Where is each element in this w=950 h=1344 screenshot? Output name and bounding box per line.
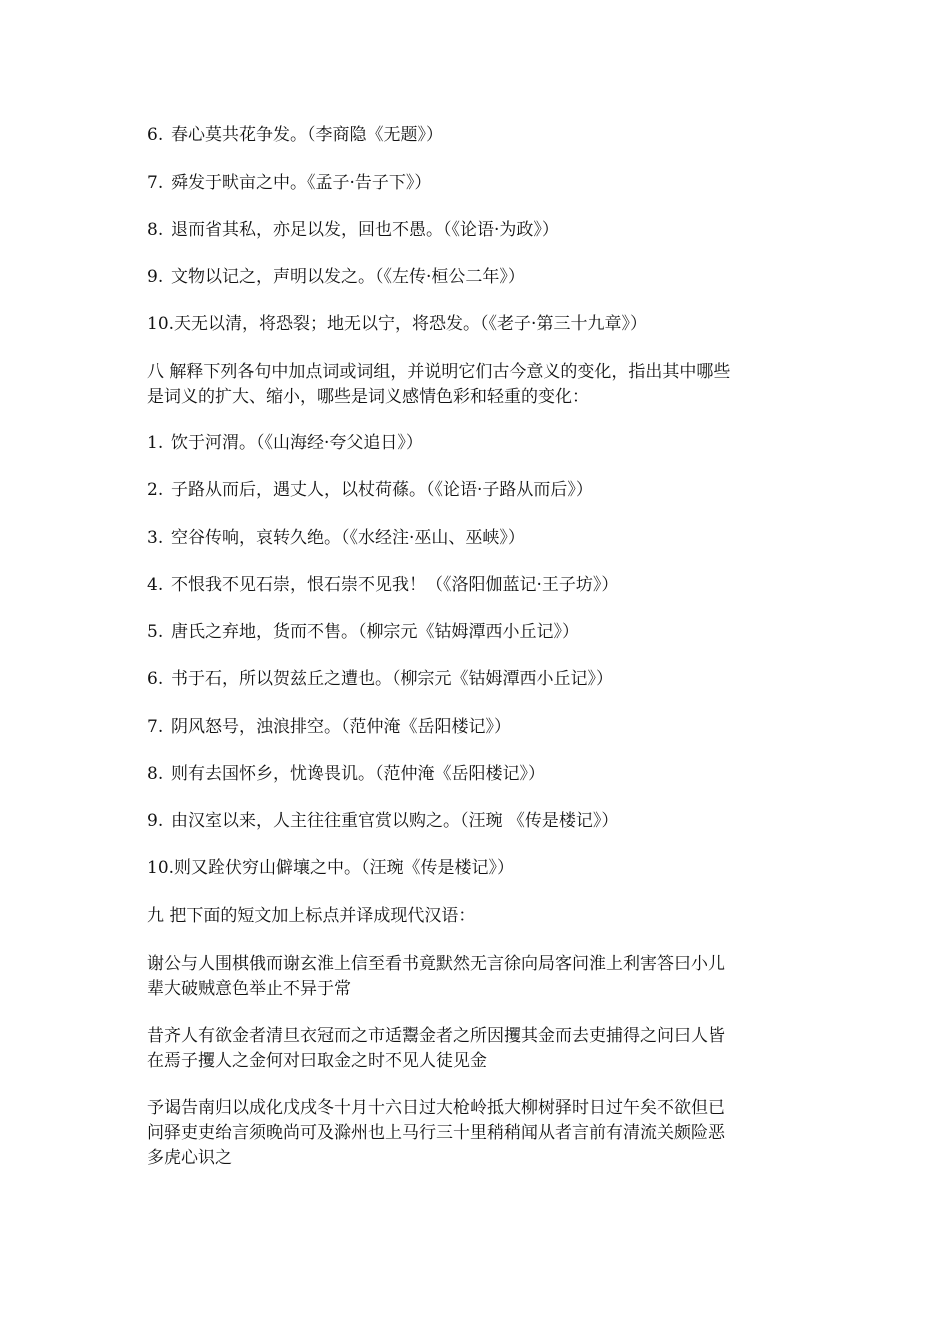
item-number: 1.	[147, 433, 164, 453]
heading-line: 八 解释下列各句中加点词或词组，并说明它们古今意义的变化，指出其中哪些	[147, 362, 731, 382]
item-text: 书于石，所以贺兹丘之遭也。（柳宗元《钴姆潭西小丘记》）	[171, 669, 613, 689]
list-item	[147, 527, 525, 549]
passage-line: 谢公与人围棋俄而谢玄淮上信至看书竟默然无言徐向局客问淮上利害答曰小儿	[147, 954, 725, 974]
section-heading	[147, 905, 475, 927]
item-number: 3.	[147, 528, 164, 548]
list-item	[147, 479, 593, 501]
item-number: 2.	[147, 480, 164, 500]
item-text: 唐氏之弃地，货而不售。（柳宗元《钴姆潭西小丘记》）	[171, 622, 579, 642]
passage-line: 在焉子攫人之金何对曰取金之时不见人徒见金	[147, 1051, 487, 1071]
list-item	[147, 124, 443, 146]
passage-line: 昔齐人有欲金者清旦衣冠而之市适鬻金者之所因攫其金而去吏捕得之问曰人皆	[147, 1026, 725, 1046]
passage-line: 多虎心识之	[147, 1148, 232, 1168]
item-text: 空谷传响，哀转久绝。（《水经注·巫山、巫峡》）	[171, 528, 525, 548]
list-item	[147, 857, 514, 879]
item-text: 退而省其私，亦足以发，回也不愚。（《论语·为政》）	[171, 220, 559, 240]
item-text: 不恨我不见石崇，恨石崇不见我！（《洛阳伽蓝记·王子坊》）	[171, 575, 619, 595]
item-number: 10.	[147, 314, 175, 334]
item-text: 则有去国怀乡，忧谗畏讥。（范仲淹《岳阳楼记》）	[171, 764, 545, 784]
heading-line: 是词义的扩大、缩小，哪些是词义感情色彩和轻重的变化：	[147, 387, 589, 407]
item-text: 阴风怒号，浊浪排空。（范仲淹《岳阳楼记》）	[171, 717, 511, 737]
list-item	[147, 266, 525, 288]
list-item	[147, 810, 618, 832]
section-heading	[147, 360, 827, 410]
list-item	[147, 716, 511, 738]
heading-text: 九 把下面的短文加上标点并译成现代汉语：	[147, 906, 476, 926]
item-text: 天无以清，将恐裂；地无以宁，将恐发。（《老子·第三十九章》）	[174, 314, 647, 334]
passage-line: 问驿吏吏绐言须晚尚可及滁州也上马行三十里稍稍闻从者言前有清流关颇险恶	[147, 1123, 725, 1143]
item-text: 饮于河渭。（《山海经·夸父追日》）	[171, 433, 423, 453]
item-number: 9.	[147, 267, 164, 287]
passage-line: 辈大破贼意色举止不异于常	[147, 979, 351, 999]
list-item	[147, 219, 559, 241]
passage-line: 予谒告南归以成化戊戌冬十月十六日过大枪岭抵大柳树驿时日过午矣不欲但已	[147, 1098, 725, 1118]
item-text: 舜发于畎亩之中。《孟子·告子下》）	[171, 173, 432, 193]
item-number: 10.	[147, 858, 175, 878]
item-number: 6.	[147, 669, 164, 689]
list-item	[147, 574, 618, 596]
item-text: 春心莫共花争发。（李商隐《无题》）	[171, 125, 443, 145]
list-item	[147, 763, 545, 785]
item-number: 9.	[147, 811, 164, 831]
item-number: 6.	[147, 125, 164, 145]
passage	[147, 1096, 827, 1171]
item-number: 7.	[147, 173, 164, 193]
item-text: 则又跧伏穷山僻壤之中。（汪琬《传是楼记》）	[174, 858, 515, 878]
item-text: 由汉室以来，人主往往重官赏以购之。（汪琬 《传是楼记》）	[171, 811, 619, 831]
item-number: 8.	[147, 764, 164, 784]
passage	[147, 952, 827, 1002]
list-item	[147, 313, 647, 335]
list-item	[147, 621, 579, 643]
item-text: 子路从而后，遇丈人，以杖荷蓧。（《论语·子路从而后》）	[171, 480, 593, 500]
item-text: 文物以记之，声明以发之。（《左传·桓公二年》）	[171, 267, 525, 287]
list-item	[147, 432, 423, 454]
item-number: 5.	[147, 622, 164, 642]
item-number: 4.	[147, 575, 164, 595]
list-item	[147, 668, 613, 690]
passage	[147, 1024, 827, 1074]
item-number: 8.	[147, 220, 164, 240]
list-item	[147, 172, 431, 194]
item-number: 7.	[147, 717, 164, 737]
